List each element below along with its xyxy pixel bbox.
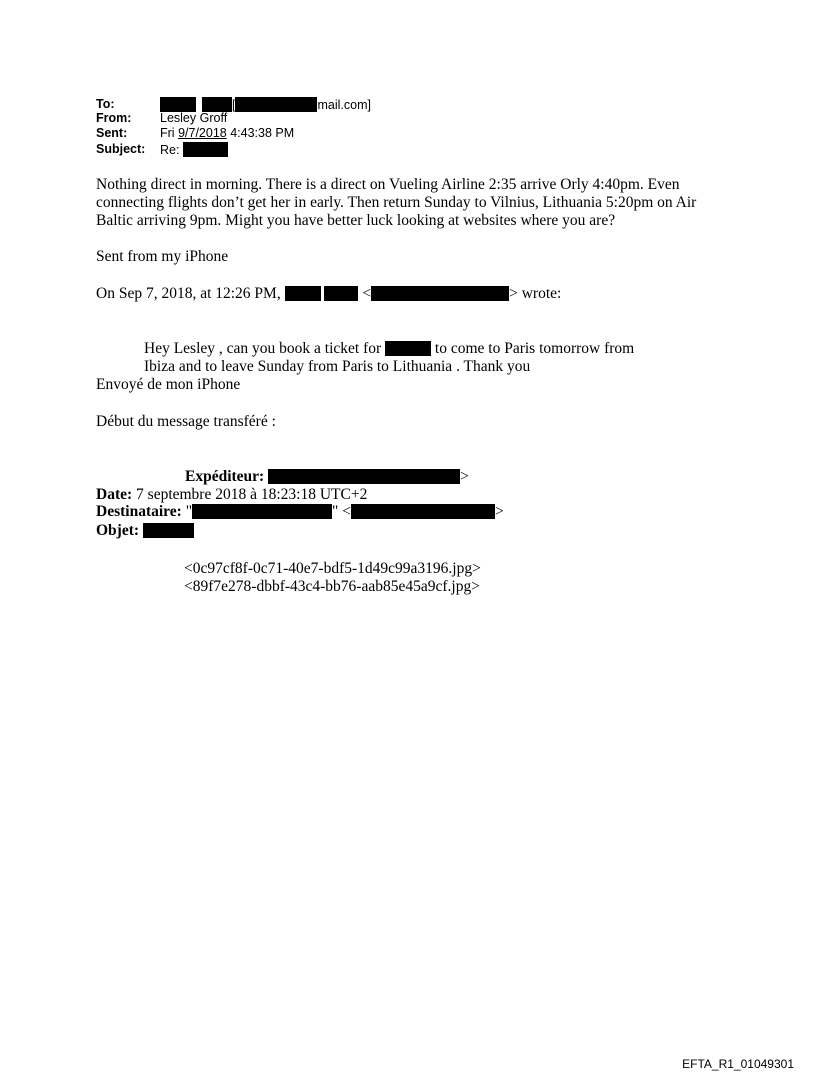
redacted-block	[192, 504, 332, 519]
objet-label: Objet:	[96, 522, 140, 539]
redacted-block	[143, 523, 194, 538]
redacted-block	[324, 286, 358, 301]
date-value: 7 septembre 2018 à 18:23:18 UTC+2	[136, 486, 368, 503]
sent-label: Sent:	[96, 126, 128, 140]
recipient-quote-close: " <	[332, 503, 351, 520]
redacted-block	[268, 469, 460, 484]
subject-value	[160, 142, 228, 157]
date-label: Date:	[96, 486, 133, 503]
recipient-label: Destinataire:	[96, 503, 182, 520]
quote-intro-lt: <	[362, 285, 372, 302]
from-value: Lesley Groff	[160, 111, 228, 125]
recipient-quote-open: "	[185, 503, 193, 520]
forwarded-date-row	[96, 486, 367, 504]
redacted-block	[371, 286, 509, 301]
redacted-block	[160, 97, 196, 112]
quoted-signature: Envoyé de mon iPhone	[96, 376, 241, 393]
sent-value	[160, 126, 294, 140]
forward-intro: Début du message transféré :	[96, 413, 276, 430]
forwarded-sender-row	[185, 468, 469, 486]
body-line-1: Nothing direct in morning. There is a direct on Vueling Airline 2:35 arrive Orly 4:40pm. Even	[96, 176, 680, 193]
quoted-line-1-end: to come to Paris tomorrow from	[434, 340, 635, 357]
sender-end: >	[460, 468, 469, 485]
recipient-end: >	[494, 503, 504, 520]
sent-date: 9/7/2018	[178, 126, 227, 140]
to-domain: mail.com]	[317, 98, 371, 112]
body-line-3: Baltic arriving 9pm. Might you have better luck looking at websites where you are?	[96, 212, 616, 229]
body-line-2: connecting flights don’t get her in early. Then return Sunday to Vilnius, Lithuania 5:20pm on Air	[96, 194, 697, 211]
redacted-block	[235, 97, 317, 112]
sender-label: Expéditeur:	[185, 468, 265, 485]
subject-prefix: Re:	[160, 143, 180, 157]
redacted-block	[385, 341, 431, 356]
redacted-block	[285, 286, 321, 301]
to-label: To:	[96, 97, 115, 111]
from-label: From:	[96, 111, 132, 125]
quoted-line-2: Ibiza and to leave Sunday from Paris to Lithuania . Thank you	[144, 358, 531, 375]
sent-day: Fri	[160, 126, 175, 140]
subject-label: Subject:	[96, 142, 146, 156]
redacted-block	[183, 142, 228, 157]
redacted-block	[351, 504, 495, 519]
reply-signature: Sent from my iPhone	[96, 248, 229, 265]
document-id: EFTA_R1_01049301	[682, 1057, 794, 1071]
quoted-line-1-start: Hey Lesley , can you book a ticket for	[144, 340, 382, 357]
redacted-block	[202, 97, 232, 112]
quoted-line-1	[144, 340, 634, 358]
attachment-item[interactable]: <0c97cf8f-0c71-40e7-bdf5-1d49c99a3196.jpg>	[184, 560, 481, 577]
sent-time: 4:43:38 PM	[230, 126, 295, 140]
quote-intro	[96, 285, 561, 303]
quote-intro-start: On Sep 7, 2018, at 12:26 PM,	[96, 285, 281, 302]
forwarded-subject-row	[96, 522, 194, 540]
forwarded-recipient-row	[96, 503, 504, 521]
attachment-item[interactable]: <89f7e278-dbbf-43c4-bb76-aab85e45a9cf.jpg>	[184, 578, 480, 595]
to-bracket: [	[232, 98, 236, 112]
quote-intro-end: > wrote:	[509, 285, 562, 302]
to-value	[160, 97, 371, 112]
